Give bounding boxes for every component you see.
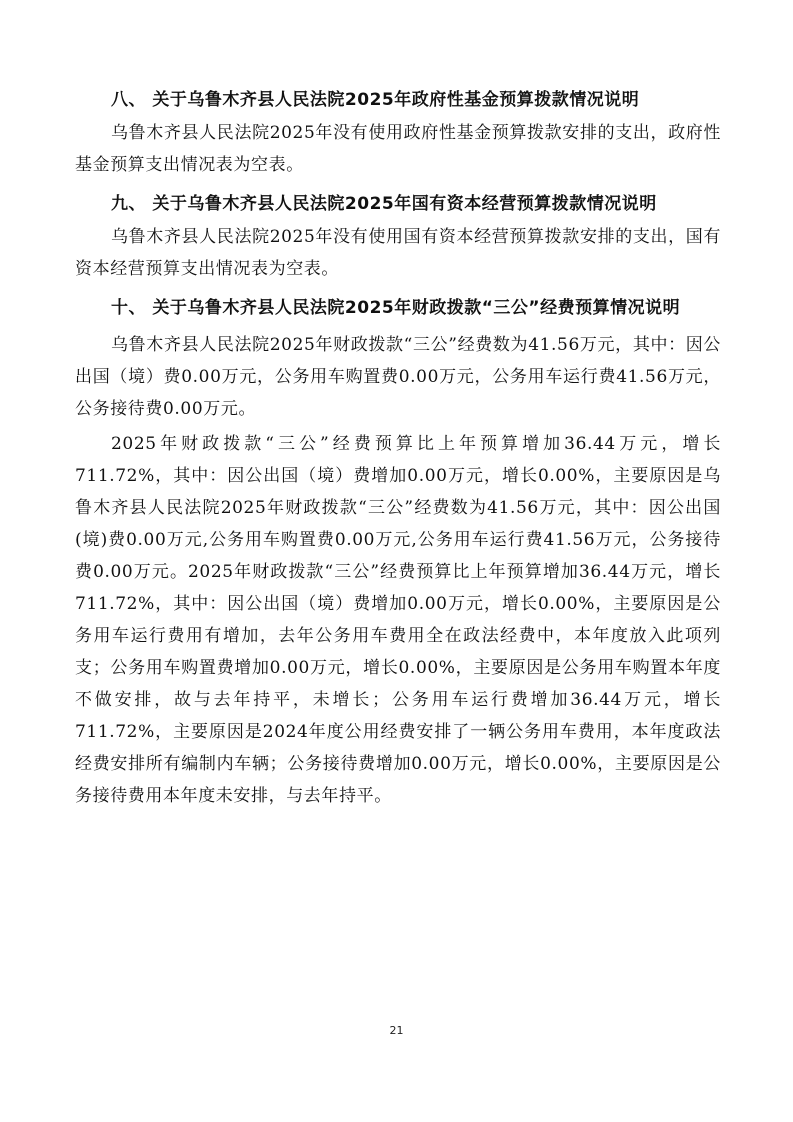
section-8-heading: 八、 关于乌鲁木齐县人民法院2025年政府性基金预算拨款情况说明 <box>111 90 640 110</box>
section-9-body: 乌鲁木齐县人民法院2025年没有使用国有资本经营预算拨款安排的支出，国有资本经营预算支出情况表为空表。 <box>75 227 721 279</box>
section-10-body-1: 乌鲁木齐县人民法院2025年财政拨款“三公”经费数为41.56万元，其中：因公出国（境）费0.00万元，公务用车购置费0.00万元，公务用车运行费41.56万元，公务接待费0.00万元。 <box>75 335 721 419</box>
section-10-body-2: 2025年财政拨款“三公”经费预算比上年预算增加36.44万元，增长711.72%，其中：因公出国（境）费增加0.00万元，增长0.00%，主要原因是乌鲁木齐县人民法院2025年财政拨款“三公”经费数为41.56万元，其中：因公出国(境)费0.00万元,公务用车购置费0.00万元,公务用车运行费41.56万元，公务接待费0.00万元。2025年财政拨款“三公”经费预算比上年预算增加36.44万元，增长711.72%，其中：因公出国（境）费增加0.00万元，增长0.00%，主要原因是公务用车运行费用有增加，去年公务用车费用全在政法经费中，本年度放入此项列支；公务用车购置费增加0.00万元，增长0.00%，主要原因是公务用车购置本年度不做安排，故与去年持平，未增长；公务用车运行费增加36.44万元，增长711.72%，主要原因是2024年度公用经费安排了一辆公务用车费用，本年度政法经费安排所有编制内车辆；公务接待费增加0.00万元，增长0.00%，主要原因是公务接待费用本年度未安排，与去年持平。 <box>75 434 721 806</box>
page-number: 21 <box>389 1024 404 1037</box>
section-10-heading: 十、 关于乌鲁木齐县人民法院2025年财政拨款“三公”经费预算情况说明 <box>111 298 681 318</box>
section-9-heading: 九、 关于乌鲁木齐县人民法院2025年国有资本经营预算拨款情况说明 <box>111 194 657 214</box>
page-content <box>75 84 721 815</box>
section-8-body: 乌鲁木齐县人民法院2025年没有使用政府性基金预算拨款安排的支出，政府性基金预算支出情况表为空表。 <box>75 123 721 175</box>
